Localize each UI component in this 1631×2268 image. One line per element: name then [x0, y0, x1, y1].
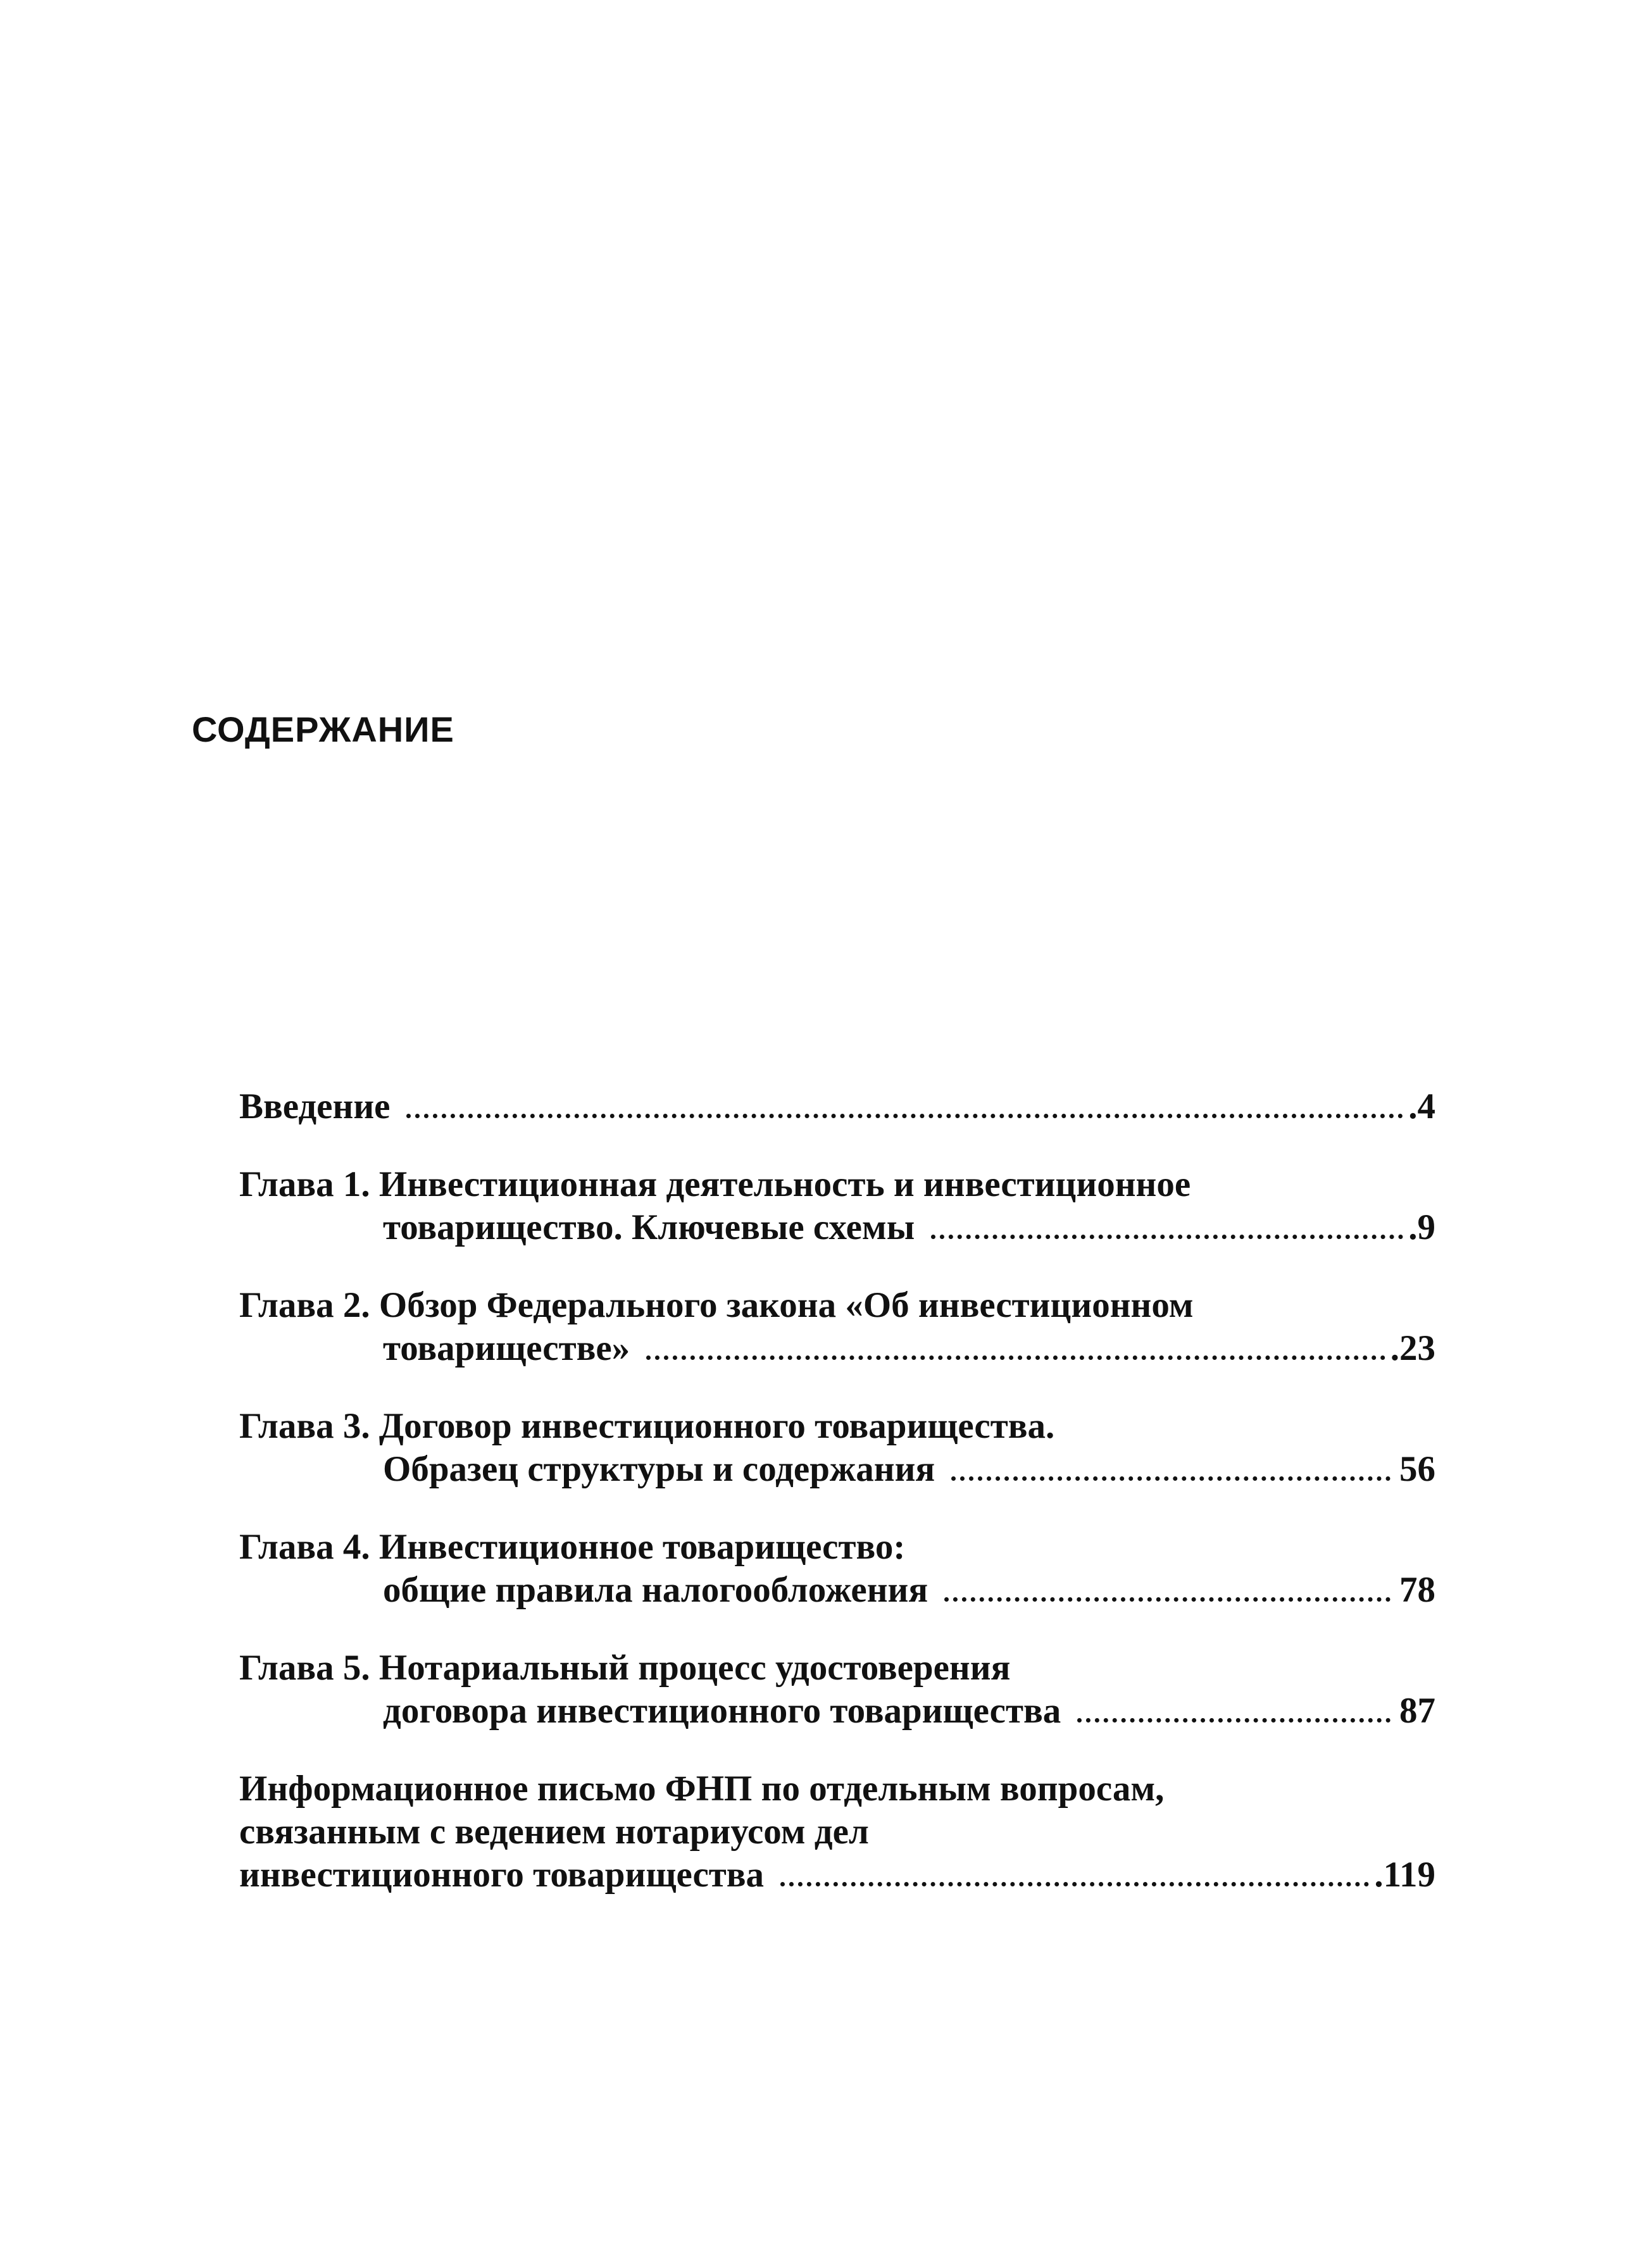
- toc-entry-title: Обзор Федерального закона «Об инвестиционном: [378, 1285, 1194, 1325]
- toc-entry-title-continuation: инвестиционного товарищества: [239, 1855, 765, 1895]
- toc-chapter-label: Глава 2.: [239, 1285, 370, 1325]
- toc-entry-chapter-3: [239, 1405, 1435, 1491]
- toc-chapter-label: Глава 4.: [239, 1527, 370, 1567]
- toc-page-number: .4: [1408, 1087, 1435, 1126]
- toc-page-number: 78: [1399, 1570, 1435, 1610]
- toc-entry-title-continuation: договора инвестиционного товарищества: [383, 1691, 1061, 1731]
- toc-entry-chapter-2: [239, 1284, 1435, 1370]
- toc-entry-title-continuation: товариществе»: [383, 1328, 630, 1368]
- dot-leader: [951, 1469, 1390, 1481]
- toc-page-number: 87: [1399, 1691, 1435, 1731]
- page-title: СОДЕРЖАНИЕ: [192, 709, 454, 749]
- toc-chapter-label: Глава 3.: [239, 1406, 370, 1446]
- toc-entry-introduction: [239, 1085, 1435, 1128]
- toc-chapter-label: Глава 5.: [239, 1648, 370, 1688]
- toc-entry-title: Инвестиционное товарищество:: [378, 1527, 906, 1567]
- toc-entry-information-letter: [239, 1767, 1435, 1897]
- toc-entry-chapter-4: [239, 1526, 1435, 1612]
- toc-entry-chapter-1: [239, 1163, 1435, 1249]
- toc-entry-title-continuation: Образец структуры и содержания: [383, 1449, 935, 1489]
- dot-leader: [931, 1227, 1403, 1239]
- table-of-contents: [239, 1085, 1435, 1897]
- toc-entry-title: Информационное письмо ФНП по отдельным вопросам,: [239, 1769, 1165, 1809]
- toc-page-number: .9: [1408, 1207, 1435, 1247]
- toc-entry-title-continuation: связанным с ведением нотариусом дел: [239, 1812, 869, 1852]
- dot-leader: [646, 1348, 1385, 1360]
- toc-page-number: .119: [1374, 1855, 1435, 1895]
- dot-leader: [780, 1874, 1369, 1886]
- toc-entry-title: Введение: [239, 1087, 391, 1126]
- toc-entry-title-continuation: общие правила налогообложения: [383, 1570, 928, 1610]
- toc-page-number: .23: [1390, 1328, 1435, 1368]
- dot-leader: [406, 1106, 1403, 1118]
- toc-entry-chapter-5: [239, 1647, 1435, 1733]
- dot-leader: [1077, 1710, 1390, 1723]
- toc-entry-title: Инвестиционная деятельность и инвестиционное: [378, 1164, 1191, 1204]
- toc-entry-title: Нотариальный процесс удостоверения: [378, 1648, 1011, 1688]
- toc-chapter-label: Глава 1.: [239, 1164, 370, 1204]
- toc-page-number: 56: [1399, 1449, 1435, 1489]
- dot-leader: [944, 1590, 1390, 1602]
- toc-entry-title: Договор инвестиционного товарищества.: [378, 1406, 1055, 1446]
- toc-entry-title-continuation: товарищество. Ключевые схемы: [383, 1207, 915, 1247]
